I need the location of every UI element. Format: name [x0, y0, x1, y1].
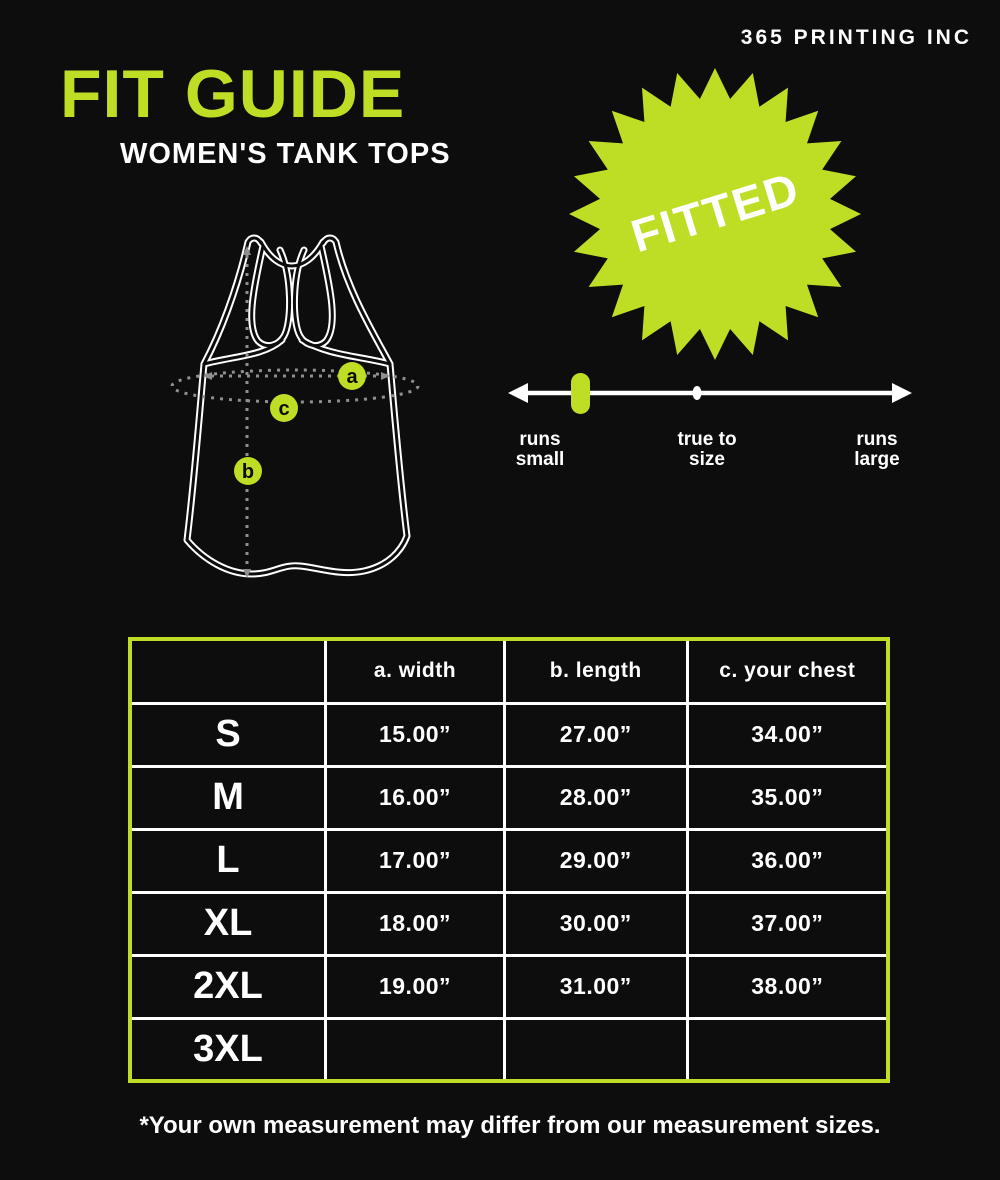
label-runs-large: runs large	[854, 429, 900, 470]
chest-value: 34.00”	[687, 703, 888, 766]
footnote: *Your own measurement may differ from our measurement sizes.	[139, 1112, 881, 1139]
fit-scale	[500, 370, 920, 420]
width-value	[326, 1018, 505, 1081]
scale-midpoint-dot	[693, 386, 702, 400]
chest-value	[687, 1018, 888, 1081]
page-title: FIT GUIDE	[60, 56, 406, 132]
table-row	[130, 703, 888, 766]
col-header-chest: c. your chest	[687, 639, 888, 703]
length-value: 30.00”	[504, 892, 687, 955]
size-label: 3XL	[130, 1018, 326, 1081]
chest-value: 37.00”	[687, 892, 888, 955]
label-runs-small: runs small	[515, 429, 565, 470]
brand-text: 365 PRINTING INC	[740, 26, 972, 49]
tank-top-diagram	[140, 228, 480, 598]
page-subtitle: WOMEN'S TANK TOPS	[120, 138, 451, 170]
table-row	[130, 1018, 888, 1081]
scale-indicator	[571, 373, 590, 414]
fitted-badge-label: FITTED	[624, 161, 806, 263]
scale-arrow-left-icon	[508, 383, 528, 403]
width-value: 16.00”	[326, 766, 505, 829]
length-value	[504, 1018, 687, 1081]
col-header-width: a. width	[326, 639, 505, 703]
col-header-length: b. length	[504, 639, 687, 703]
col-header-size	[130, 639, 326, 703]
length-value: 27.00”	[504, 703, 687, 766]
width-value: 15.00”	[326, 703, 505, 766]
label-true-to-size: true to size	[677, 429, 737, 470]
marker-a-letter: a	[346, 366, 358, 388]
chest-value: 35.00”	[687, 766, 888, 829]
size-table	[128, 637, 890, 1083]
length-value: 31.00”	[504, 955, 687, 1018]
size-label: 2XL	[130, 955, 326, 1018]
table-row	[130, 955, 888, 1018]
scale-arrow-right-icon	[892, 383, 912, 403]
table-row	[130, 829, 888, 892]
table-row	[130, 766, 888, 829]
marker-c-letter: c	[278, 398, 290, 420]
size-label: M	[130, 766, 326, 829]
size-label: S	[130, 703, 326, 766]
width-value: 18.00”	[326, 892, 505, 955]
fitted-badge	[565, 62, 865, 362]
width-value: 19.00”	[326, 955, 505, 1018]
table-row	[130, 892, 888, 955]
size-label: L	[130, 829, 326, 892]
length-value: 28.00”	[504, 766, 687, 829]
length-value: 29.00”	[504, 829, 687, 892]
chest-value: 36.00”	[687, 829, 888, 892]
chest-value: 38.00”	[687, 955, 888, 1018]
table-header-row	[130, 639, 888, 703]
marker-b-letter: b	[241, 461, 255, 483]
size-label: XL	[130, 892, 326, 955]
width-value: 17.00”	[326, 829, 505, 892]
